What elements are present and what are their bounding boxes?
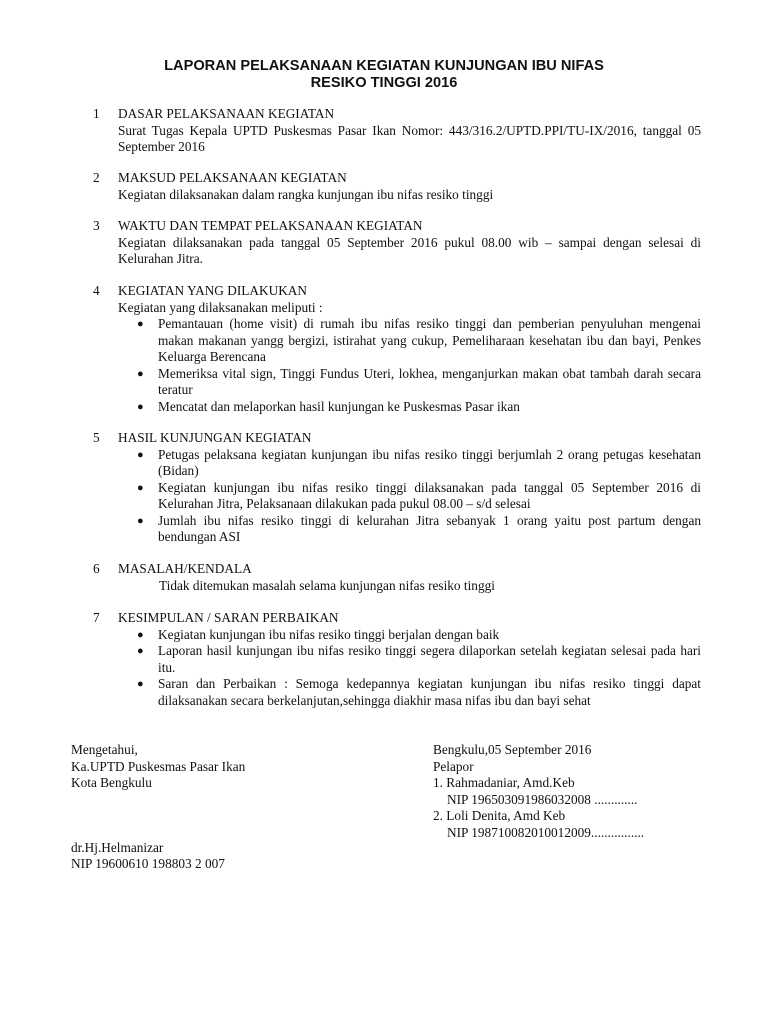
section-number: 6	[93, 561, 100, 576]
bullet-icon: ●	[137, 645, 144, 657]
section-number: 2	[93, 170, 100, 185]
bullet-icon: ●	[137, 628, 144, 641]
bullet-icon: ●	[137, 448, 144, 461]
bullet-icon: ●	[137, 400, 144, 413]
bullet-icon: ●	[137, 481, 144, 494]
list-item	[137, 398, 701, 416]
list-item-text: Petugas pelaksana kegiatan kunjungan ibu nifas resiko tinggi berjumlah 2 orang petugas kesehatan (Bidan)	[158, 446, 701, 478]
bullet-list	[93, 447, 701, 546]
section-text: Surat Tugas Kepala UPTD Puskesmas Pasar Ikan Nomor: 443/316.2/UPTD.PPI/TU-IX/2016, tanggal 05 September 2016	[118, 122, 701, 154]
list-item	[137, 316, 701, 366]
list-item	[137, 446, 701, 480]
list-item	[137, 512, 701, 546]
report-title-line-1: LAPORAN PELAKSANAAN KEGIATAN KUNJUNGAN IBU NIFAS	[164, 58, 604, 74]
bullet-list	[93, 627, 701, 710]
bullet-icon: ●	[137, 367, 144, 380]
list-item-text: Memeriksa vital sign, Tinggi Fundus Uteri, lokhea, menganjurkan makan obat tambah darah secara teratur	[158, 365, 701, 397]
bullet-icon: ●	[137, 678, 144, 690]
official-title: Ka.UPTD Puskesmas Pasar Ikan	[71, 758, 246, 774]
section-3	[93, 218, 701, 268]
list-item	[137, 479, 701, 513]
list-item	[137, 643, 701, 676]
section-1	[93, 106, 701, 156]
list-item-text: Jumlah ibu nifas resiko tinggi di kelurahan Jitra sebanyak 1 orang yaitu post partum dengan bendungan ASI	[158, 512, 701, 544]
section-number: 4	[93, 283, 100, 298]
bullet-icon: ●	[137, 514, 144, 527]
bullet-icon: ●	[137, 318, 144, 330]
acknowledged-label: Mengetahui,	[71, 742, 138, 757]
reporter-name: 1. Rahmadaniar, Amd.Keb	[433, 775, 575, 790]
list-item	[137, 676, 701, 709]
bullet-list	[93, 316, 701, 415]
section-number: 3	[93, 218, 100, 233]
list-item-text: Kegiatan kunjungan ibu nifas resiko tinggi dilaksanakan pada tanggal 05 September 2016 di Kelurahan Jitra, Pelaksanaan dilakukan pada pukul 08.00 – s/d selesai	[158, 479, 701, 511]
official-name: dr.Hj.Helmanizar	[71, 839, 164, 855]
section-heading: WAKTU DAN TEMPAT PELAKSANAAN KEGIATAN	[118, 218, 423, 233]
reporter-nip: NIP 198710082010012009................	[447, 824, 645, 840]
signature-space	[71, 792, 371, 840]
section-heading: MAKSUD PELAKSANAAN KEGIATAN	[118, 170, 347, 185]
list-item-text: Pemantauan (home visit) di rumah ibu nifas resiko tinggi dan pemberian penyuluhan mengenai makan makanan yangg bergizi, istirahat yang cukup, Pemeliharaan kesehatan ibu dan bayi, Penkes Keluarga Berencana	[158, 316, 701, 364]
section-heading: KEGIATAN YANG DILAKUKAN	[118, 283, 308, 298]
list-item	[137, 626, 701, 644]
section-number: 7	[93, 610, 100, 625]
reporter-nip: NIP 196503091986032008 .............	[447, 791, 638, 807]
signature-block-right	[433, 742, 733, 841]
list-item-text: Saran dan Perbaikan : Semoga kedepannya kegiatan kunjungan ibu nifas resiko tinggi dapat dilaksanakan secara berkelanjutan,sehingga diakhir masa nifas ibu dan bayi sehat	[158, 676, 701, 708]
place-date: Bengkulu,05 September 2016	[433, 742, 592, 757]
list-item-text: Laporan hasil kunjungan ibu nifas resiko tinggi segera dilaporkan setelah kegiatan selesai pada hari itu.	[158, 643, 701, 675]
section-6	[93, 561, 701, 594]
section-text: Kegiatan yang dilaksanakan meliputi :	[118, 299, 323, 315]
list-item-text: Mencatat dan melaporkan hasil kunjungan ke Puskesmas Pasar ikan	[158, 398, 520, 414]
list-item-text: Kegiatan kunjungan ibu nifas resiko tinggi berjalan dengan baik	[158, 626, 500, 642]
section-number: 5	[93, 430, 100, 445]
section-text: Kegiatan dilaksanakan dalam rangka kunjungan ibu nifas resiko tinggi	[118, 186, 494, 202]
section-text: Kegiatan dilaksanakan pada tanggal 05 September 2016 pukul 08.00 wib – sampai dengan selesai di Kelurahan Jitra.	[118, 234, 701, 266]
official-city: Kota Bengkulu	[71, 775, 152, 790]
section-number: 1	[93, 106, 100, 121]
reporter-name: 2. Loli Denita, Amd Keb	[433, 808, 566, 823]
section-text: Tidak ditemukan masalah selama kunjungan nifas resiko tinggi	[159, 577, 495, 593]
reporter-role: Pelapor	[433, 758, 474, 774]
report-title-line-2: RESIKO TINGGI 2016	[310, 75, 458, 91]
signature-block-left	[71, 742, 371, 873]
official-nip: NIP 19600610 198803 2 007	[71, 856, 225, 871]
section-7	[93, 610, 701, 709]
section-heading: KESIMPULAN / SARAN PERBAIKAN	[118, 610, 339, 625]
section-5	[93, 430, 701, 546]
section-2	[93, 170, 701, 203]
section-heading: HASIL KUNJUNGAN KEGIATAN	[118, 430, 312, 445]
list-item	[137, 365, 701, 399]
section-heading: MASALAH/KENDALA	[118, 561, 252, 576]
section-heading: DASAR PELAKSANAAN KEGIATAN	[118, 106, 335, 121]
section-4	[93, 283, 701, 415]
